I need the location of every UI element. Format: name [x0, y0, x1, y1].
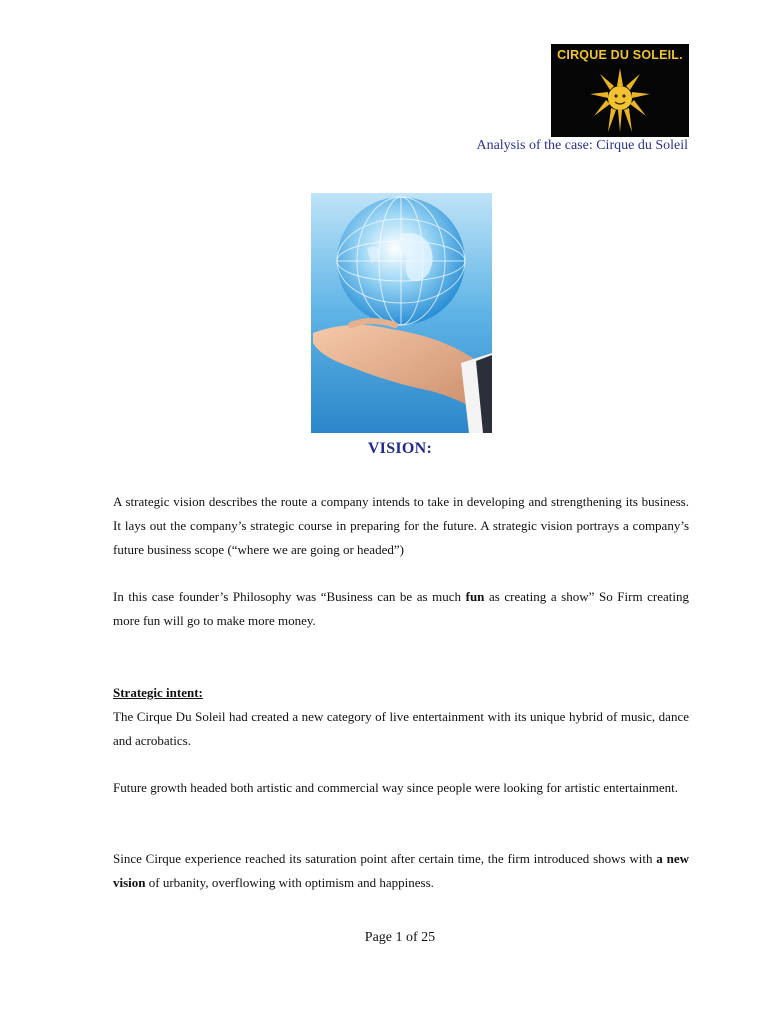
text-run: Since Cirque experience reached its saturation point after certain time, the firm introduced shows with: [113, 851, 657, 866]
cirque-du-soleil-logo: [551, 44, 689, 137]
text-run: of urbanity, overflowing with optimism and happiness.: [145, 875, 434, 890]
intent-paragraph-2: Future growth headed both artistic and commercial way since people were looking for artistic entertainment.: [113, 780, 678, 795]
intent-paragraph-1: The Cirque Du Soleil had created a new category of live entertainment with its unique hybrid of music, dance and acrobatics.: [113, 709, 689, 748]
intent-paragraph-3: [113, 847, 689, 895]
logo-text: CIRQUE DU SOLEIL.: [557, 48, 683, 62]
strategic-intent-heading: Strategic intent:: [113, 685, 203, 700]
sun-emblem-icon: [588, 66, 652, 134]
page-number: Page 1 of 25: [364, 930, 436, 945]
vision-paragraph-1: A strategic vision describes the route a company intends to take in developing and strengthening its business. It lays out the company’s strategic course in preparing for the future. A strategic vision portrays a company’s future business scope (“where we are going or headed”): [113, 494, 689, 557]
bold-text-run: a new vision: [113, 851, 689, 890]
globe-in-hand-image: [311, 193, 492, 433]
text-run: as creating a show” So Firm creating more fun will go to make more money.: [113, 589, 689, 628]
bold-text-run: fun: [465, 589, 485, 604]
vision-paragraph-2: [113, 585, 689, 633]
text-run: In this case founder’s Philosophy was “Business can be as much: [113, 589, 466, 604]
vision-heading: VISION:: [367, 440, 433, 457]
document-header-title: Analysis of the case: Cirque du Soleil: [476, 138, 688, 153]
